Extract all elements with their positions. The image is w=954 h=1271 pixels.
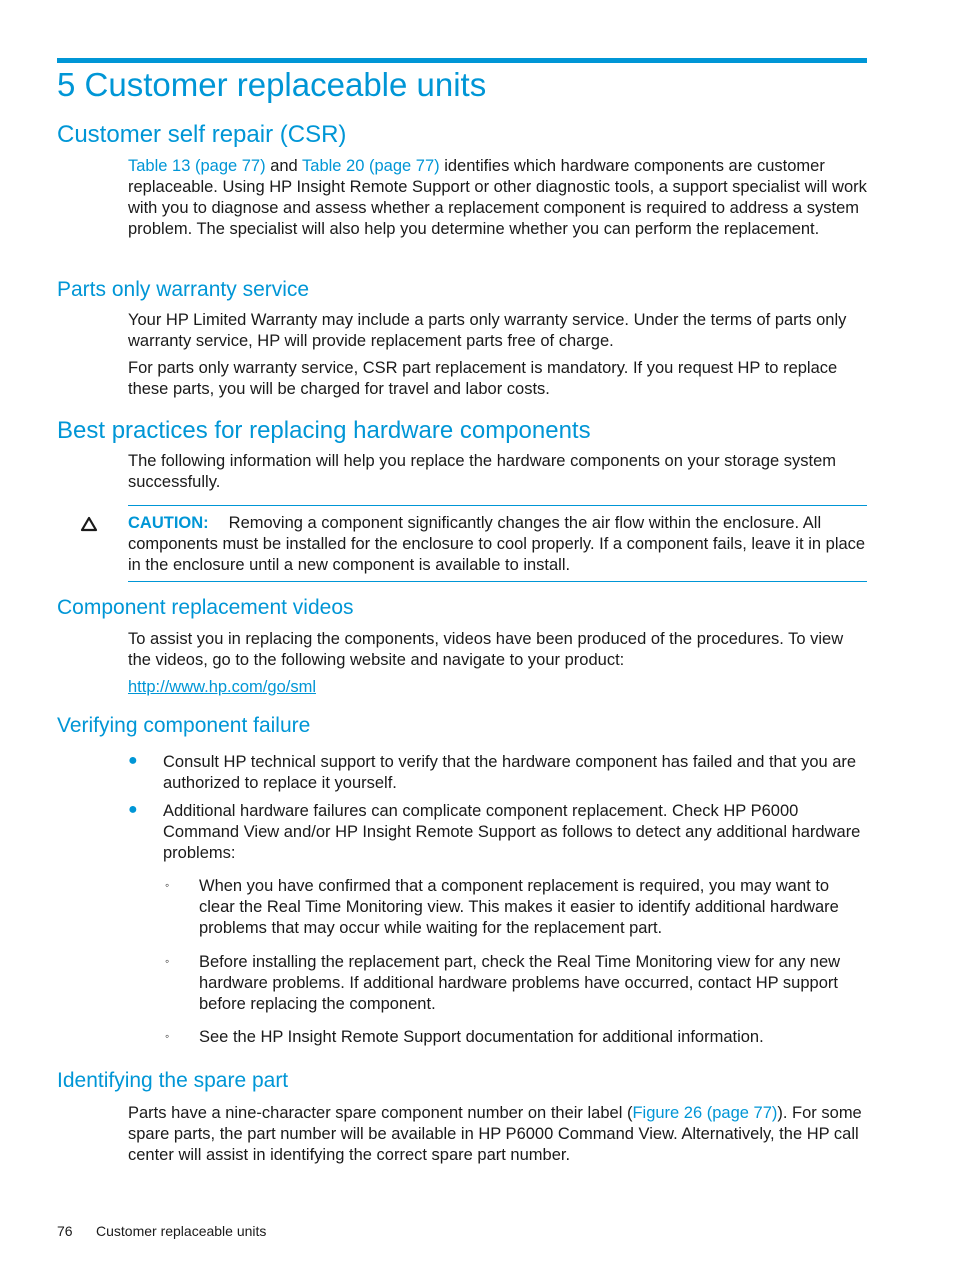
caution-label: CAUTION: [128,514,209,532]
caution-bottom-rule [128,581,867,582]
circle-bullet-icon: ◦ [165,878,170,892]
spare-paragraph: Parts have a nine-character spare component number on their label (Figure 26 (page 77)). For some spare parts, the part number will be available in HP P6000 Command View. Alternatively, the HP call center will assist in identifying the correct spare part number. [128,1104,862,1164]
heading-csr: Customer self repair (CSR) [57,121,347,148]
chapter-top-bar [57,58,867,63]
heading-spare-part: Identifying the spare part [57,1069,289,1092]
hp-sml-link[interactable]: http://www.hp.com/go/sml [128,678,316,696]
best-practices-p1: The following information will help you replace the hardware components on your storage system successfully. [128,452,837,491]
warning-triangle-icon [80,516,98,532]
heading-videos: Component replacement videos [57,596,354,619]
caution-top-rule [128,505,867,506]
chapter-title: 5 Customer replaceable units [57,66,487,103]
sub-bullet-3: See the HP Insight Remote Support documentation for additional information. [199,1028,764,1046]
caution-paragraph: CAUTION: Removing a component significantly changes the air flow within the enclosure. All components must be installed for the enclosure to cool properly. If a component fails, leave it in place in the enclosure until a new component is available to install. [128,514,866,574]
link-table-13[interactable]: Table 13 (page 77) [128,157,266,175]
heading-verifying: Verifying component failure [57,714,311,737]
videos-url-line [128,677,868,698]
circle-bullet-icon: ◦ [165,1029,170,1043]
sub-bullet-1: When you have confirmed that a component replacement is required, you may want to clear the Real Time Monitoring view. This makes it easier to identify additional hardware problems that may occur while waiting for the replacement part. [199,877,839,937]
bullet-dot-icon: ● [128,801,138,818]
link-table-20[interactable]: Table 20 (page 77) [302,157,440,175]
csr-paragraph: Table 13 (page 77) and Table 20 (page 77) identifies which hardware components are customer replaceable. Using HP Insight Remote Support or other diagnostic tools, a support specialist will work with you to diagnose and assess whether a replacement component is required to address a system problem. The specialist will also help you determine whether you can perform the replacement. [128,157,867,238]
footer-section-title: Customer replaceable units [96,1223,267,1239]
parts-warranty-p2: For parts only warranty service, CSR part replacement is mandatory. If you request HP to replace these parts, you will be charged for travel and labor costs. [128,359,838,398]
link-figure-26[interactable]: Figure 26 (page 77) [632,1104,778,1122]
heading-parts-warranty: Parts only warranty service [57,278,310,301]
parts-warranty-p1: Your HP Limited Warranty may include a parts only warranty service. Under the terms of parts only warranty service, HP will provide replacement parts free of charge. [128,311,847,350]
videos-paragraph: To assist you in replacing the components, videos have been produced of the procedures. To view the videos, go to the following website and navigate to your product: [128,630,844,669]
sub-bullet-2: Before installing the replacement part, check the Real Time Monitoring view for any new hardware problems. If additional hardware problems have occurred, contact HP support before replacing the component. [199,953,841,1013]
heading-best-practices: Best practices for replacing hardware components [57,417,591,444]
bullet-dot-icon: ● [128,752,138,769]
bullet-item-2: Additional hardware failures can complicate component replacement. Check HP P6000 Command View and/or HP Insight Remote Support as follows to detect any additional hardware problems: [163,802,861,862]
circle-bullet-icon: ◦ [165,954,170,968]
page-number: 76 [57,1223,73,1239]
bullet-item-1: Consult HP technical support to verify that the hardware component has failed and that you are authorized to replace it yourself. [163,753,857,792]
